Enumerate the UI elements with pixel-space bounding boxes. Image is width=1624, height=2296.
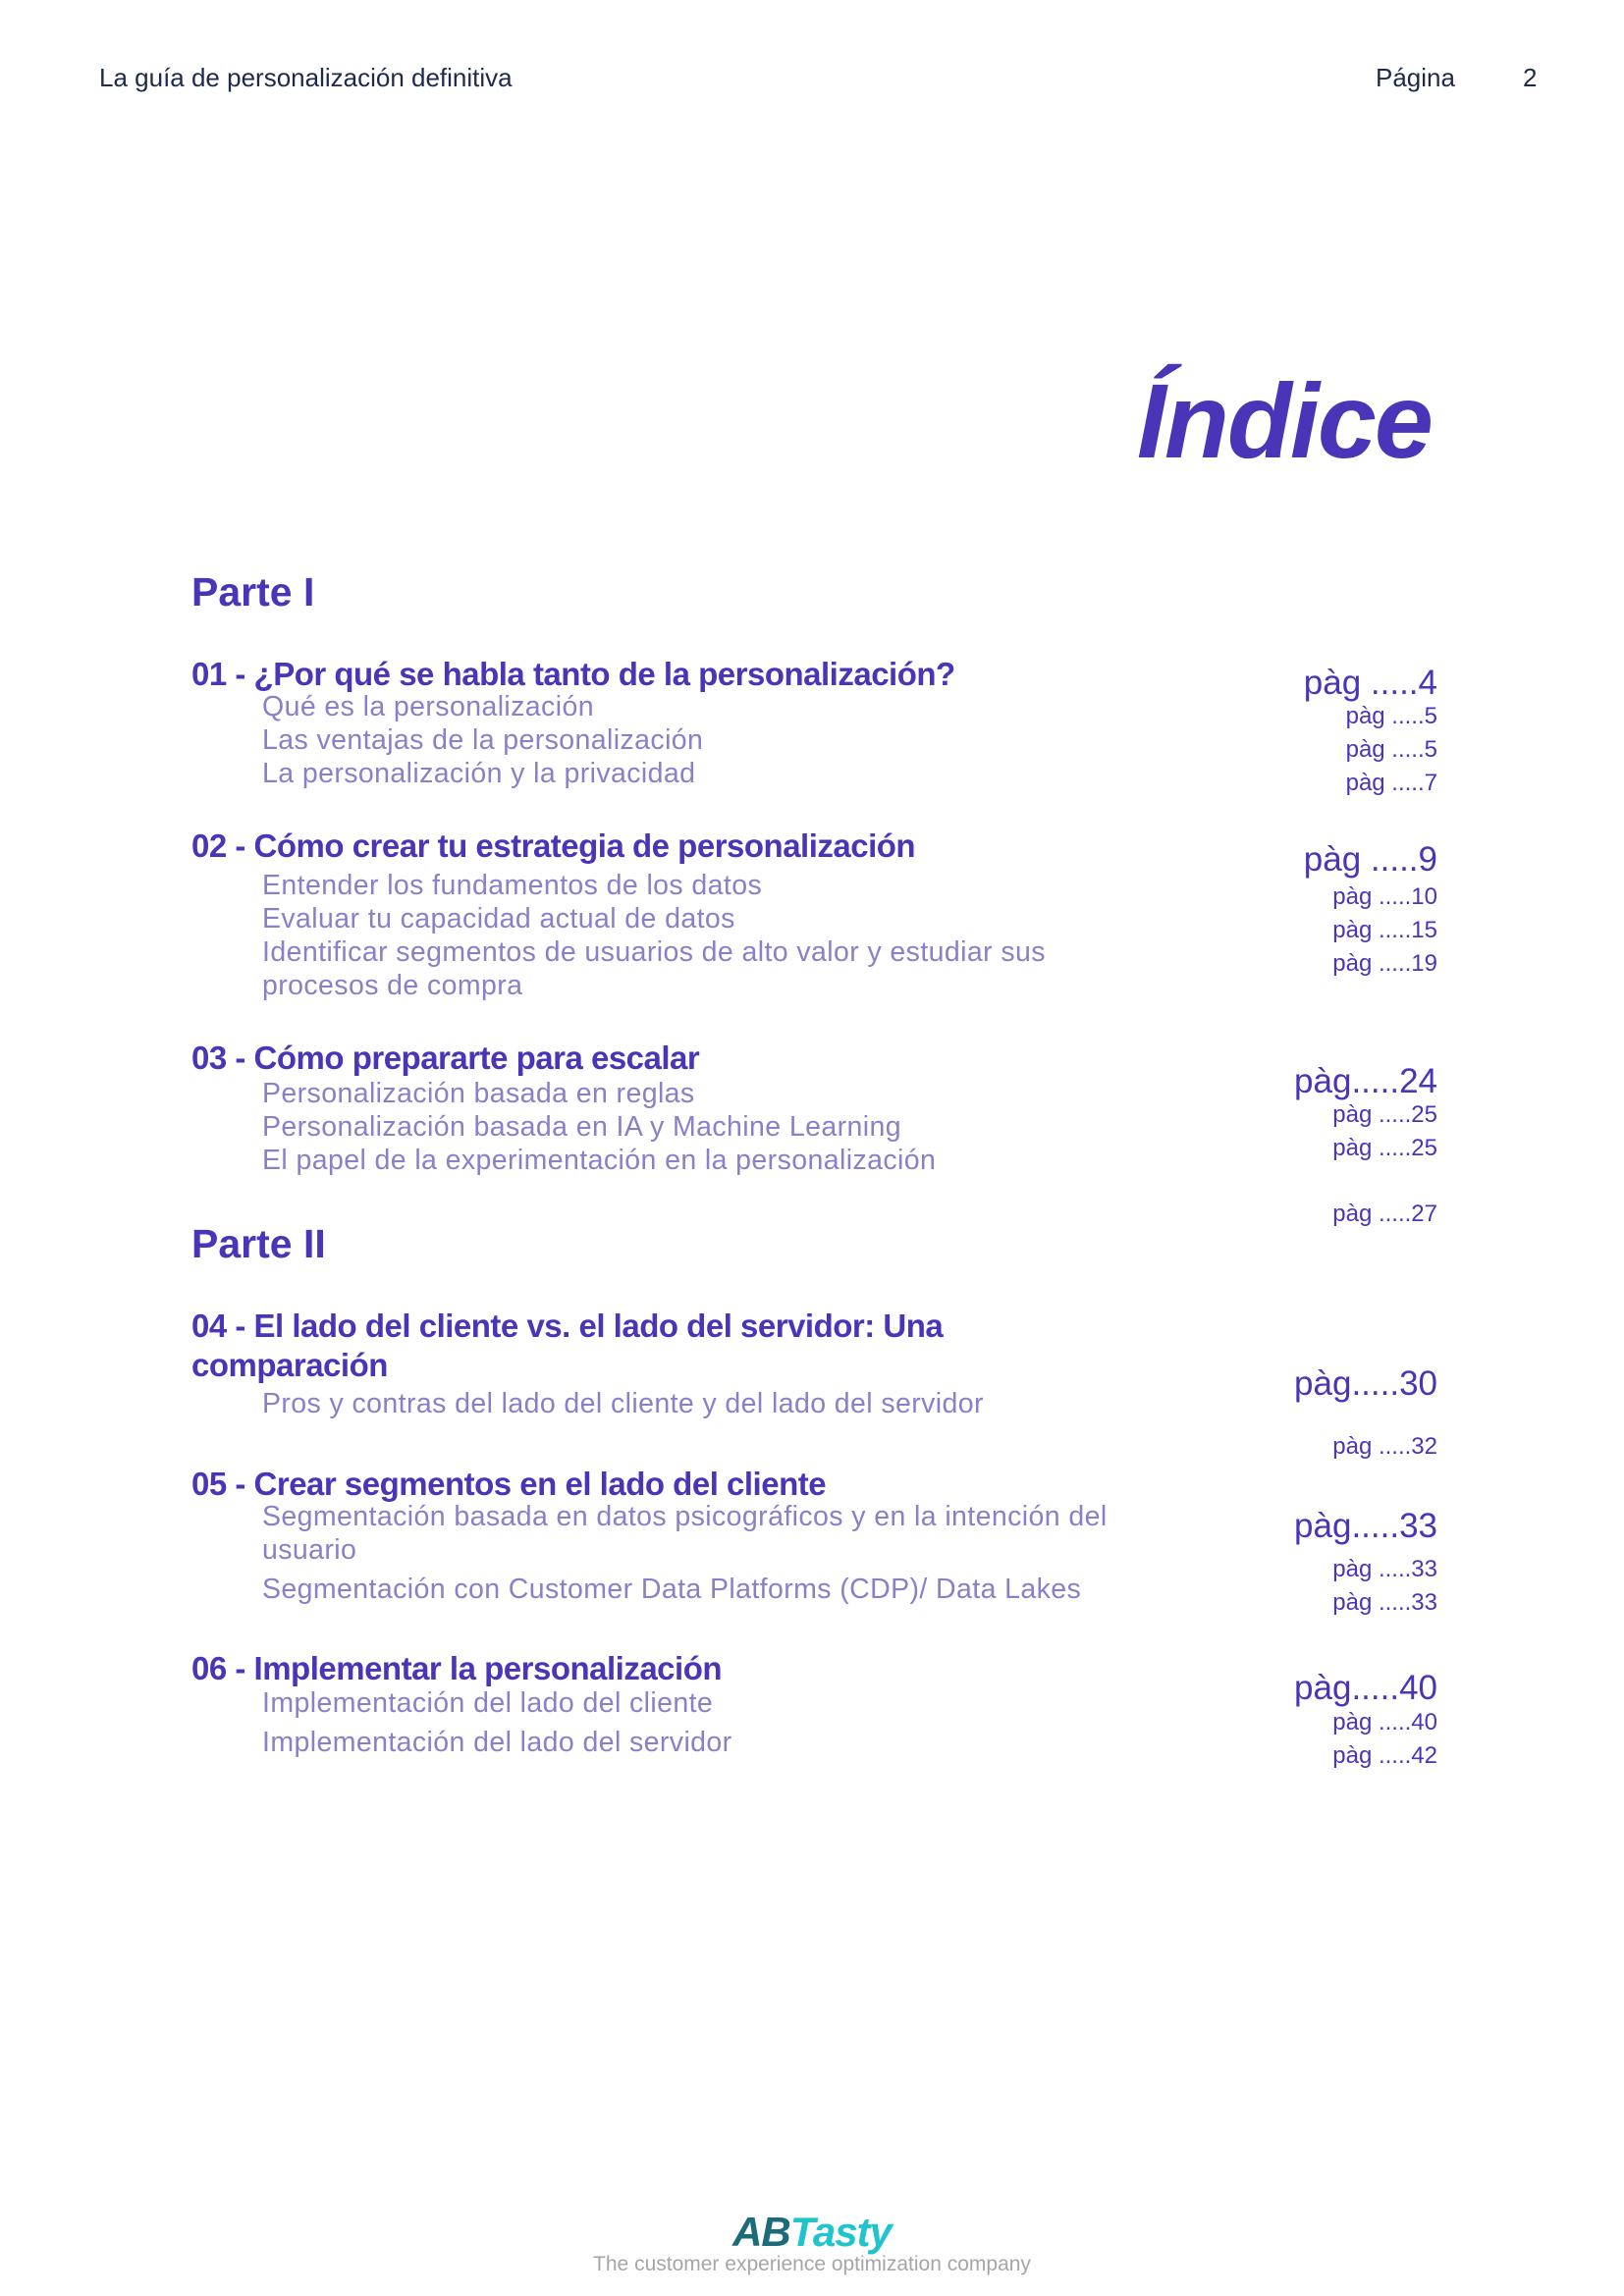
- section-06-sub-1: Implementación del lado del cliente: [262, 1687, 714, 1719]
- section-02-sub-3: Identificar segmentos de usuarios de alto valor y estudiar sus: [262, 936, 1046, 968]
- section-04-title-line-1: 04 - El lado del cliente vs. el lado del servidor: Una: [191, 1308, 944, 1344]
- section-03-title: 03 - Cómo prepararte para escalar: [191, 1040, 700, 1076]
- section-04-sub-page-1: pàg .....32: [1332, 1433, 1437, 1460]
- section-05-sub-page-2: pàg .....33: [1332, 1589, 1437, 1616]
- footer-tagline: The customer experience optimization company: [593, 2253, 1031, 2275]
- section-01-sub-3: La personalización y la privacidad: [262, 758, 696, 789]
- section-02-sub-3-cont: procesos de compra: [262, 970, 523, 1001]
- logo-ab: AB: [732, 2209, 790, 2255]
- section-02-sub-page-3: pàg .....19: [1332, 950, 1437, 977]
- section-01-sub-page-3: pàg .....7: [1345, 770, 1437, 796]
- section-03-sub-3: El papel de la experimentación en la personalización: [262, 1145, 937, 1176]
- section-02-sub-1: Entender los fundamentos de los datos: [262, 870, 763, 901]
- section-01-sub-page-2: pàg .....5: [1345, 736, 1437, 763]
- section-06-sub-page-1: pàg .....40: [1332, 1709, 1437, 1735]
- section-05-page: pàg.....33: [1294, 1507, 1437, 1545]
- section-05-sub-1-cont: usuario: [262, 1534, 357, 1566]
- section-02-page: pàg .....9: [1303, 840, 1437, 879]
- section-03-sub-page-3: pàg .....27: [1332, 1201, 1437, 1227]
- section-05-sub-page-1: pàg .....33: [1332, 1556, 1437, 1582]
- section-05-title: 05 - Crear segmentos en el lado del cliente: [191, 1466, 827, 1502]
- page-number: 2: [1523, 63, 1538, 92]
- section-01-sub-2: Las ventajas de la personalización: [262, 724, 704, 756]
- section-03-page: pàg.....24: [1294, 1062, 1437, 1100]
- section-04-sub-1: Pros y contras del lado del cliente y del lado del servidor: [262, 1388, 984, 1419]
- running-header-title: La guía de personalización definitiva: [99, 63, 513, 92]
- section-02-sub-2: Evaluar tu capacidad actual de datos: [262, 903, 735, 934]
- section-03-sub-page-1: pàg .....25: [1332, 1101, 1437, 1128]
- part-heading-2: Parte II: [191, 1221, 326, 1266]
- section-02-sub-page-2: pàg .....15: [1332, 917, 1437, 943]
- section-05-sub-1: Segmentación basada en datos psicográficos y en la intención del: [262, 1501, 1108, 1532]
- section-04-page: pàg.....30: [1294, 1364, 1437, 1403]
- section-02-title: 02 - Cómo crear tu estrategia de personalización: [191, 828, 916, 864]
- logo-tasty: Tasty: [789, 2209, 892, 2255]
- section-03-sub-2: Personalización basada en IA y Machine Learning: [262, 1111, 901, 1143]
- section-01-sub-page-1: pàg .....5: [1345, 703, 1437, 729]
- section-05-sub-2: Segmentación con Customer Data Platforms (CDP)/ Data Lakes: [262, 1574, 1082, 1605]
- section-06-sub-2: Implementación del lado del servidor: [262, 1727, 732, 1758]
- section-02-sub-page-1: pàg .....10: [1332, 883, 1437, 910]
- section-06-page: pàg.....40: [1294, 1669, 1437, 1707]
- index-title: Índice: [1136, 361, 1432, 480]
- section-06-sub-page-2: pàg .....42: [1332, 1742, 1437, 1769]
- ab-tasty-logo: [0, 2209, 1624, 2255]
- part-heading-1: Parte I: [191, 569, 315, 614]
- page-label: Página: [1376, 63, 1455, 92]
- section-04-title-line-2: comparación: [191, 1347, 388, 1383]
- section-01-title: 01 - ¿Por qué se habla tanto de la personalización?: [191, 656, 955, 692]
- section-06-title: 06 - Implementar la personalización: [191, 1650, 723, 1686]
- section-03-sub-page-2: pàg .....25: [1332, 1135, 1437, 1161]
- section-01-page: pàg .....4: [1303, 664, 1437, 702]
- section-03-sub-1: Personalización basada en reglas: [262, 1078, 695, 1109]
- section-01-sub-1: Qué es la personalización: [262, 691, 594, 722]
